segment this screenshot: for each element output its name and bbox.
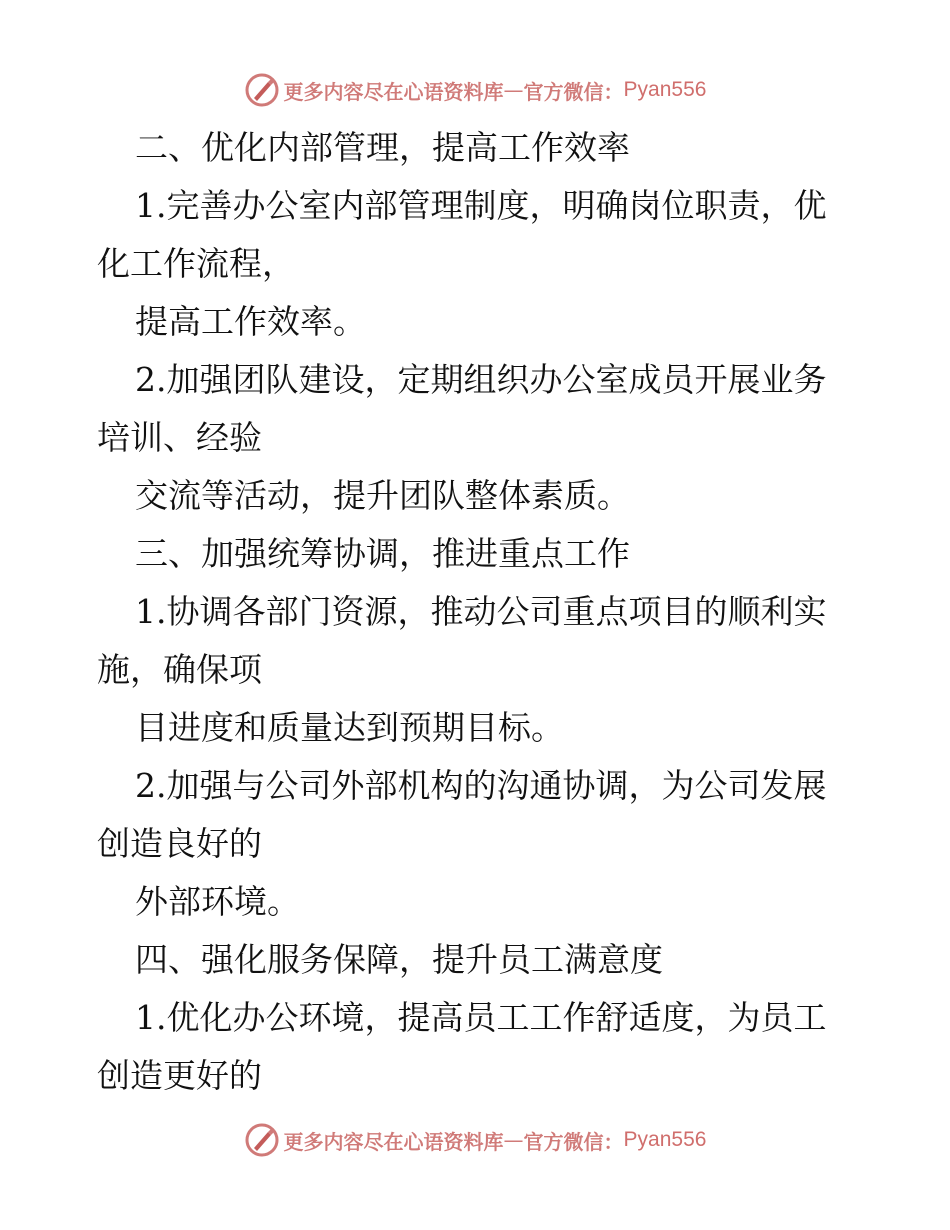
paragraph-line: 1.协调各部门资源，推动公司重点项目的顺利实 (135, 592, 827, 631)
paragraph-line: 提高工作效率。 (135, 302, 366, 341)
paragraph-line: 化工作流程， (97, 244, 295, 283)
watermark-banner-bottom (0, 1120, 950, 1160)
paragraph-line: 施，确保项 (97, 650, 262, 689)
paragraph-line: 培训、经验 (97, 418, 262, 457)
watermark-wechat-label: 官方微信： (523, 79, 624, 104)
heading-section-3: 三、加强统筹协调，推进重点工作 (135, 534, 630, 573)
watermark-text: 更多内容尽在心语资料库 (283, 1129, 504, 1154)
heading-section-4: 四、强化服务保障，提升员工满意度 (135, 940, 663, 979)
paragraph-line: 1.优化办公环境，提高员工工作舒适度，为员工 (135, 998, 827, 1037)
paragraph-line: 2.加强与公司外部机构的沟通协调，为公司发展 (135, 766, 827, 805)
pen-logo-icon (244, 72, 280, 108)
paragraph-line: 创造更好的 (97, 1056, 262, 1095)
paragraph-line: 外部环境。 (135, 882, 300, 921)
watermark-wechat-id: Pyan556 (623, 1128, 707, 1151)
watermark-separator: — (503, 78, 524, 102)
paragraph-line: 创造良好的 (97, 824, 262, 863)
paragraph-line: 目进度和质量达到预期目标。 (135, 708, 564, 747)
watermark-wechat-id: Pyan556 (623, 78, 707, 101)
paragraph-line: 1.完善办公室内部管理制度，明确岗位职责，优 (135, 186, 827, 225)
watermark-banner-top (0, 70, 950, 110)
watermark-separator: — (503, 1128, 524, 1152)
watermark-text: 更多内容尽在心语资料库 (283, 79, 504, 104)
heading-section-2: 二、优化内部管理，提高工作效率 (135, 128, 630, 167)
paragraph-line: 交流等活动，提升团队整体素质。 (135, 476, 630, 515)
pen-logo-icon (244, 1122, 280, 1158)
paragraph-line: 2.加强团队建设，定期组织办公室成员开展业务 (135, 360, 827, 399)
watermark-wechat-label: 官方微信： (523, 1129, 624, 1154)
